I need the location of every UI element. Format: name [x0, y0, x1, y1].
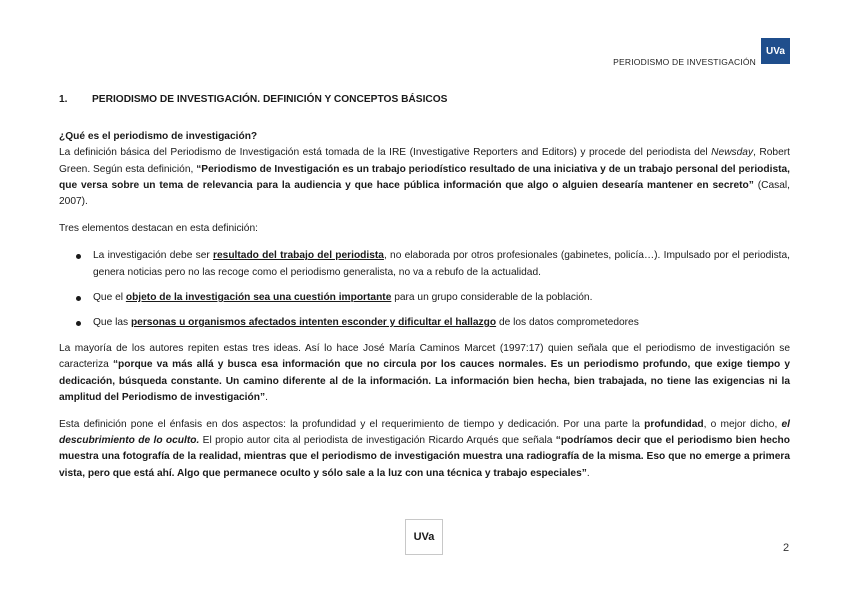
paragraph-elements-intro: Tres elementos destacan en esta definición:	[59, 223, 258, 235]
uva-logo-footer: UVa	[405, 519, 443, 555]
bullet-post: , no elaborada por otros profesionales (gabinetes, policía…). Impulsado por el periodista, genera noticias pero no las recoge como el periodismo generalista, no va a rebufo de la actualidad.	[93, 250, 791, 278]
p1-text-c: , Robert Green. Según esta definición,	[59, 147, 790, 175]
bullet-pre: Que el	[93, 291, 126, 303]
bullet-icon	[76, 296, 81, 301]
uva-logo-header: UVa	[761, 38, 790, 64]
section-heading	[59, 92, 790, 108]
elements-list	[59, 248, 790, 331]
list-item	[59, 315, 790, 331]
p4-quote: “podríamos decir que el periodismo bien hecho muestra una fotografía de la realidad, mientras que el periodismo de investigación muestra una radiografía de la misma. Eso que no emerge a primera vista, pero que está ahí. Algo que permanece oculto y sólo sale a la luz con una técnica y trabajo especiales”	[59, 435, 790, 479]
list-item	[59, 248, 790, 280]
paragraph-caminos	[59, 341, 790, 406]
p1-text-a: La definición básica del Periodismo de Investigación está tomada de la IRE (Investigative Reporters and Editors) y procede del periodista del	[59, 147, 712, 159]
bullet-icon	[76, 321, 81, 326]
bullet-pre: Que las	[93, 317, 131, 329]
bullet-post: de los datos comprometedores	[496, 317, 639, 329]
p1-quote: “Periodismo de Investigación es un trabajo periodístico resultado de una iniciativa y de un trabajo personal del periodista, que versa sobre un tema de relevancia para la audiencia y que hace pública información que algo o alguien desearía mantener en secreto”	[59, 163, 790, 191]
paragraph-definition	[59, 145, 790, 210]
bullet-post: para un grupo considerable de la población.	[391, 291, 593, 303]
p4-text-e: El propio autor cita al periodista de investigación Ricardo Arqués que señala	[199, 435, 556, 447]
p3-text-a: La mayoría de los autores repiten estas tres ideas. Así lo hace José María Caminos Marcet (1997:17) quien señala que el periodismo de investigación se caracteriza	[59, 343, 790, 371]
paragraph-profundidad	[59, 417, 790, 482]
header-title: PERIODISMO DE INVESTIGACIÓN	[613, 57, 756, 67]
list-item	[59, 290, 790, 306]
bullet-icon	[76, 254, 81, 259]
bullet-emphasis: resultado del trabajo del periodista	[213, 250, 384, 262]
page-number: 2	[783, 542, 790, 554]
section-number: 1.	[59, 94, 68, 105]
p4-profundidad: profundidad	[644, 419, 704, 431]
bullet-emphasis: objeto de la investigación sea una cuestión importante	[125, 291, 392, 303]
p1-newsday: Newsday	[711, 147, 754, 159]
p4-text-a: Esta definición pone el énfasis en dos aspectos: la profundidad y el requerimiento de tiempo y dedicación. Por una parte la	[59, 419, 645, 431]
p4-text-g: .	[586, 467, 590, 479]
p3-text-c: .	[265, 391, 268, 403]
bullet-pre: La investigación debe ser	[93, 250, 214, 262]
subtitle: ¿Qué es el periodismo de investigación?	[59, 131, 258, 143]
document-body	[59, 92, 790, 482]
p3-quote: “porque va más allá y busca esa información que no circula por los cauces normales. Es un periodismo profundo, que exige tiempo y dedicación, búsqueda constante. Un camino diferente al de la información. La información bien hecha, bien trabajada, no tiene las exigencias ni la amplitud del Periodismo de investigación”	[59, 359, 791, 403]
p1-citation: (Casal, 2007).	[59, 179, 790, 208]
bullet-emphasis: personas u organismos afectados intenten esconder y dificultar el hallazgo	[130, 317, 497, 329]
section-title: PERIODISMO DE INVESTIGACIÓN. DEFINICIÓN Y CONCEPTOS BÁSICOS	[92, 94, 448, 105]
p4-text-c: , o mejor dicho,	[703, 419, 782, 431]
p4-descubrimiento: el descubrimiento de lo oculto.	[59, 419, 790, 447]
